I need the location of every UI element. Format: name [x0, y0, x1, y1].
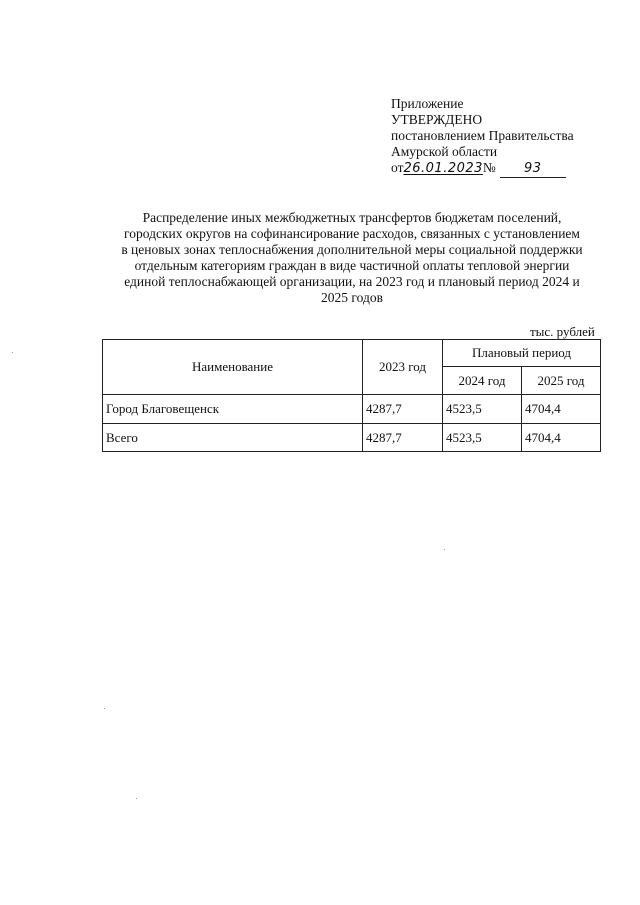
- header-planned-period: Плановый период: [443, 340, 601, 367]
- title-line: 2025 годов: [321, 290, 383, 305]
- header-2023: 2023 год: [363, 340, 443, 395]
- table-row-total: [103, 424, 601, 452]
- date-prefix: от: [391, 160, 404, 175]
- units-label: тыс. рублей: [530, 324, 595, 339]
- cell-2025: 4704,4: [522, 395, 601, 424]
- approval-resolution: постановлением Правительства: [391, 128, 574, 143]
- cell-name: Город Благовещенск: [103, 395, 363, 424]
- title-line: в ценовых зонах теплоснабжения дополнительной меры социальной поддержки: [121, 242, 583, 257]
- title-line: городских округов на софинансирование расходов, связанных с установлением: [124, 226, 580, 241]
- title-line: единой теплоснабжающей организации, на 2023 год и плановый период 2024 и: [124, 274, 580, 289]
- table-header-row: [103, 340, 601, 367]
- cell-2025: 4704,4: [522, 424, 601, 452]
- header-2024: 2024 год: [443, 367, 522, 395]
- header-name: Наименование: [103, 340, 363, 395]
- number-underline: [500, 160, 566, 178]
- approval-region: Амурской области: [391, 144, 498, 159]
- cell-name: Всего: [103, 424, 363, 452]
- approval-approved: УТВЕРЖДЕНО: [391, 112, 483, 127]
- distribution-table: [102, 339, 601, 452]
- approval-stamp: [391, 96, 574, 178]
- title-line: Распределение иных межбюджетных трансфертов бюджетам поселений,: [142, 210, 562, 225]
- cell-2023: 4287,7: [363, 424, 443, 452]
- scan-speck: [104, 708, 105, 709]
- header-2025: 2025 год: [522, 367, 601, 395]
- handwritten-date: 26.01.2023: [403, 161, 483, 176]
- title-line: отдельным категориям граждан в виде частичной оплаты тепловой энергии: [134, 258, 570, 273]
- scan-speck: [12, 352, 13, 353]
- handwritten-number: 93: [524, 161, 542, 176]
- approval-date-number: [391, 160, 574, 178]
- table-row: [103, 395, 601, 424]
- scan-speck: [136, 798, 137, 799]
- cell-2024: 4523,5: [443, 395, 522, 424]
- approval-appendix: Приложение: [391, 96, 464, 111]
- document-title: [104, 210, 600, 306]
- cell-2023: 4287,7: [363, 395, 443, 424]
- scan-speck: [444, 549, 445, 550]
- cell-2024: 4523,5: [443, 424, 522, 452]
- number-prefix: №: [482, 160, 496, 175]
